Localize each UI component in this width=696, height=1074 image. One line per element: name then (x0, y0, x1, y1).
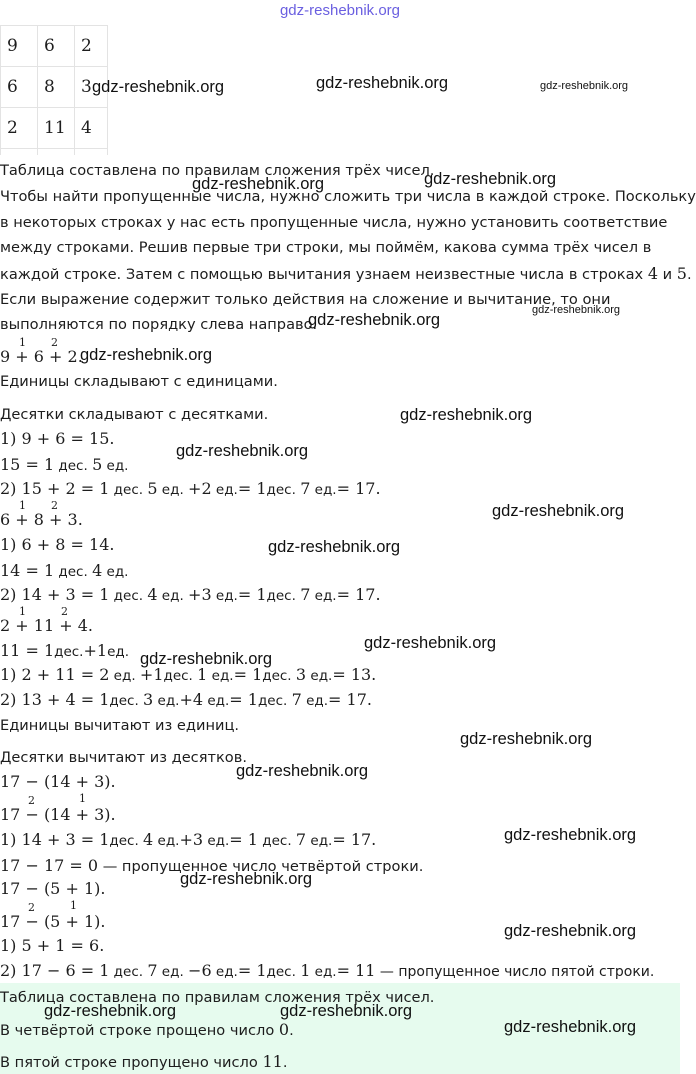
watermark: gdz-reshebnik.org (504, 922, 637, 940)
text: . (282, 1054, 288, 1071)
unit-text: ед. (306, 833, 333, 849)
expression: 6 + 8 + 3. (0, 510, 83, 529)
table-cell: 2 (1, 108, 38, 149)
answer-rule: Таблица составлена по правилам сложения трёх чисел. (0, 989, 435, 1006)
step: 1) 5 + 1 = 6. (0, 936, 105, 955)
unit-text: ед. (310, 588, 337, 604)
math: = 13. (332, 665, 377, 684)
math: 4 (92, 561, 103, 580)
explanation-line: Чтобы найти пропущенные числа, нужно сложить три числа в каждой строке. Поскольку (0, 188, 696, 205)
unit-text: дес. (54, 564, 93, 580)
note: Единицы складывают с единицами. (0, 373, 278, 390)
table-row (1, 26, 108, 67)
table-cell: 9 (1, 26, 38, 67)
math: = 1 (229, 830, 258, 849)
explanation-line (0, 264, 692, 285)
unit-text: дес. (109, 693, 144, 709)
order-mark: 2 (51, 499, 58, 512)
watermark: gdz-reshebnik.org (140, 650, 273, 668)
unit-text: ед. (203, 833, 230, 849)
unit-text: ед. (157, 482, 189, 498)
order-mark: 1 (19, 336, 26, 349)
order-mark: 2 (28, 794, 35, 807)
note: Десятки вычитают из десятков. (0, 749, 247, 766)
table-cell: 8 (38, 67, 75, 108)
unit-text: ед. (102, 458, 129, 474)
text: В пятой строке пропущено число (0, 1054, 263, 1071)
unit-text: ед. (211, 964, 238, 980)
table-cell: 4 (75, 108, 108, 149)
explanation-line: между строками. Решив первые три строки, мы поймём, какова сумма трёх чисел в (0, 239, 652, 256)
unit-text: дес. (266, 588, 301, 604)
step (0, 585, 381, 606)
watermark: gdz-reshebnik.org (308, 311, 441, 329)
math: = 17. (336, 585, 381, 604)
unit-text: ед. (310, 964, 337, 980)
unit-text: дес. (54, 644, 84, 660)
unit-text: дес. (109, 964, 148, 980)
order-mark: 2 (51, 336, 58, 349)
math: 4 (143, 830, 154, 849)
watermark: gdz-reshebnik.org (280, 1002, 413, 1020)
math: +4 (179, 690, 204, 709)
unit-text: ед. (207, 668, 234, 684)
unit-text: ед. (310, 482, 337, 498)
result-text: — пропущенное число четвёртой строки. (98, 858, 424, 875)
math: +1 (83, 641, 108, 660)
math: 3 (143, 690, 154, 709)
math: 2) 14 + 3 = 1 (0, 585, 110, 604)
unit-text: ед. (203, 693, 230, 709)
unit-text: дес. (109, 833, 144, 849)
expression: 2 + 11 + 4. (0, 616, 93, 635)
order-mark: 1 (79, 792, 86, 805)
math: 11 = 1 (0, 641, 55, 660)
step (0, 961, 654, 982)
unit-text: ед. (306, 668, 333, 684)
math: 2) 17 − 6 = 1 (0, 961, 110, 980)
math: 15 = 1 (0, 455, 55, 474)
math-number: 11 (262, 1052, 283, 1071)
unit-text: ед. (157, 588, 189, 604)
unit-text: ед. (153, 833, 180, 849)
watermark: gdz-reshebnik.org (80, 346, 213, 364)
note: Единицы вычитают из единиц. (0, 717, 240, 734)
math: 5 (147, 479, 158, 498)
table-cell (1, 149, 38, 156)
watermark: gdz-reshebnik.org (236, 762, 369, 780)
explanation-line: Если выражение содержит только действия на сложение и вычитание, то они (0, 291, 611, 308)
math: 14 = 1 (0, 561, 55, 580)
math: +3 (188, 585, 212, 604)
table-cell: 3 (75, 67, 108, 108)
step (0, 561, 128, 582)
watermark: gdz-reshebnik.org (400, 406, 533, 424)
table-cell (38, 149, 75, 156)
expression: 17 − (5 + 1). (0, 879, 106, 898)
table-cell (75, 149, 108, 156)
math: = 1 (229, 690, 258, 709)
step (0, 455, 128, 476)
math: 3 (295, 665, 307, 684)
unit-text: ед. (107, 644, 130, 660)
math: = 17. (328, 690, 372, 709)
unit-text: ед. (157, 964, 189, 980)
table-row-partial (1, 149, 108, 156)
expression: 17 − (14 + 3). (0, 805, 116, 824)
text: В четвёртой строке прощено число (0, 1022, 279, 1039)
unit-text: дес. (262, 668, 296, 684)
watermark: gdz-reshebnik.org (364, 634, 497, 652)
math: 17 − 17 = 0 (0, 856, 99, 875)
step (0, 641, 129, 662)
unit-text: дес. (163, 668, 198, 684)
result-text: — пропущенное число пятой строки. (375, 964, 655, 980)
math: 4 (147, 585, 158, 604)
order-mark: 1 (19, 605, 26, 618)
math: 1 (300, 961, 311, 980)
math: +1 (139, 665, 164, 684)
unit-text: дес. (266, 482, 301, 498)
watermark: gdz-reshebnik.org (268, 538, 401, 556)
math: 7 (147, 961, 158, 980)
math: −6 (188, 961, 212, 980)
step: 1) 6 + 8 = 14. (0, 535, 115, 554)
unit-text: ед. (211, 482, 238, 498)
expression: 9 + 6 + 2. (0, 347, 83, 366)
math: = 1 (237, 961, 267, 980)
watermark: gdz-reshebnik.org (532, 304, 621, 316)
step (0, 830, 376, 851)
watermark: gdz-reshebnik.org (180, 870, 313, 888)
watermark: gdz-reshebnik.org (176, 442, 309, 460)
math: = 17. (332, 830, 377, 849)
order-mark: 2 (61, 605, 68, 618)
math: = 11 (336, 961, 376, 980)
unit-text: дес. (257, 693, 292, 709)
watermark: gdz-reshebnik.org (540, 80, 629, 92)
order-mark: 2 (28, 901, 35, 914)
math: +2 (188, 479, 212, 498)
math-number: 5 (676, 264, 687, 283)
math: 7 (291, 690, 302, 709)
math: 2) 15 + 2 = 1 (0, 479, 110, 498)
unit-text: дес. (266, 964, 301, 980)
watermark: gdz-reshebnik.org (460, 730, 593, 748)
answer-line (0, 1052, 287, 1073)
text: и (658, 266, 677, 283)
explanation-line: выполняются по порядку слева направо. (0, 316, 318, 333)
math: 2) 13 + 4 = 1 (0, 690, 110, 709)
math: = 1 (237, 585, 267, 604)
order-mark: 1 (70, 899, 77, 912)
math: = 17. (336, 479, 381, 498)
watermark: gdz-reshebnik.org (492, 502, 625, 520)
unit-text: дес. (109, 482, 148, 498)
step: 1) 9 + 6 = 15. (0, 429, 115, 448)
answer-line (0, 1020, 294, 1041)
math: = 1 (233, 665, 263, 684)
table-cell: 11 (38, 108, 75, 149)
math: 7 (300, 585, 311, 604)
unit-text: ед. (211, 588, 238, 604)
table-cell: 6 (38, 26, 75, 67)
step (0, 690, 372, 711)
math-number: 4 (647, 264, 658, 283)
math: 5 (92, 455, 103, 474)
order-mark: 1 (19, 499, 26, 512)
math: 7 (295, 830, 307, 849)
math: = 1 (237, 479, 267, 498)
unit-text: дес. (54, 458, 93, 474)
step (0, 479, 381, 500)
watermark: gdz-reshebnik.org (504, 1018, 637, 1036)
table-row (1, 108, 108, 149)
math: 1 (197, 665, 208, 684)
text: . (686, 266, 692, 283)
math-number: 0 (278, 1020, 290, 1039)
watermark: gdz-reshebnik.org (44, 1002, 177, 1020)
math: 1) 14 + 3 = 1 (0, 830, 110, 849)
watermark: gdz-reshebnik.org (92, 78, 225, 96)
site-watermark-header[interactable]: gdz-reshebnik.org (279, 2, 401, 19)
unit-text: ед. (301, 693, 329, 709)
table-cell: 6 (1, 67, 38, 108)
unit-text: дес. (257, 833, 296, 849)
math: +3 (179, 830, 204, 849)
unit-text: ед. (153, 693, 180, 709)
math: 7 (300, 479, 311, 498)
watermark: gdz-reshebnik.org (316, 74, 449, 92)
table-cell: 2 (75, 26, 108, 67)
unit-text: дес. (109, 588, 148, 604)
explanation-line: в некоторых строках у нас есть пропущенные числа, нужно установить соответствие (0, 214, 668, 231)
expression: 17 − (14 + 3). (0, 772, 116, 791)
math: 1) 2 + 11 = 2 (0, 665, 110, 684)
unit-text: ед. (109, 668, 140, 684)
expression: 17 − (5 + 1). (0, 912, 106, 931)
watermark: gdz-reshebnik.org (424, 170, 557, 188)
watermark: gdz-reshebnik.org (192, 175, 325, 193)
watermark: gdz-reshebnik.org (504, 826, 637, 844)
text: . (289, 1022, 294, 1039)
text: каждой строке. Затем с помощью вычитания узнаем неизвестные числа в строках (0, 266, 648, 283)
unit-text: ед. (102, 564, 129, 580)
rule-text: Таблица составлена по правилам сложения трёх чисел. (0, 162, 435, 179)
note: Десятки складывают с десятками. (0, 406, 269, 423)
